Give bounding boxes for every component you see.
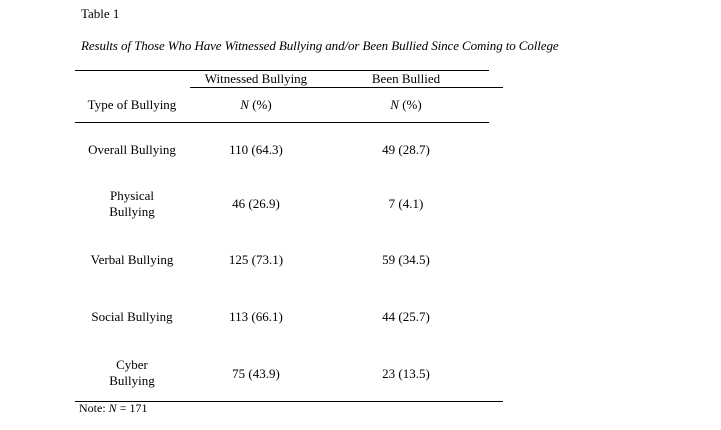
bullied-value-physical: 7 (4.1) [388, 196, 424, 211]
witnessed-value-overall: 110 (64.3) [229, 142, 283, 157]
table-caption: Results of Those Who Have Witnessed Bullying and/or Been Bullied Since Coming to College [81, 38, 559, 53]
witnessed-value-verbal: 125 (73.1) [228, 252, 284, 267]
column-group-rule [190, 87, 503, 88]
witnessed-stat-header [190, 97, 322, 113]
table-label: Table 1 [81, 6, 120, 21]
n-symbol: N [390, 97, 399, 112]
bullied-value-social: 44 (25.7) [382, 309, 430, 324]
row-header: Type of Bullying [87, 97, 177, 112]
header-bottom-rule [75, 122, 489, 123]
witnessed-column-header: Witnessed Bullying [204, 71, 308, 86]
note-value: = 171 [116, 401, 148, 415]
bullied-value-overall: 49 (28.7) [382, 142, 430, 157]
bullied-value-cyber: 23 (13.5) [382, 366, 430, 381]
note-n-symbol: N [108, 401, 117, 415]
row-label-physical: Physical Bullying [109, 188, 155, 219]
row-label-verbal: Verbal Bullying [90, 252, 174, 267]
witnessed-value-social: 113 (66.1) [229, 309, 283, 324]
bullied-value-verbal: 59 (34.5) [382, 252, 430, 267]
percent-label: (%) [248, 97, 272, 112]
witnessed-value-cyber: 75 (43.9) [232, 366, 280, 381]
row-label-overall: Overall Bullying [88, 142, 176, 157]
bullied-column-header: Been Bullied [371, 71, 441, 86]
percent-label: (%) [398, 97, 422, 112]
n-symbol: N [240, 97, 249, 112]
row-label-social: Social Bullying [91, 309, 173, 324]
note-prefix: Note: [79, 401, 109, 415]
bullied-stat-header [322, 97, 490, 113]
witnessed-value-physical: 46 (26.9) [232, 196, 280, 211]
row-label-cyber: Cyber Bullying [109, 357, 155, 388]
table-note [79, 401, 147, 416]
